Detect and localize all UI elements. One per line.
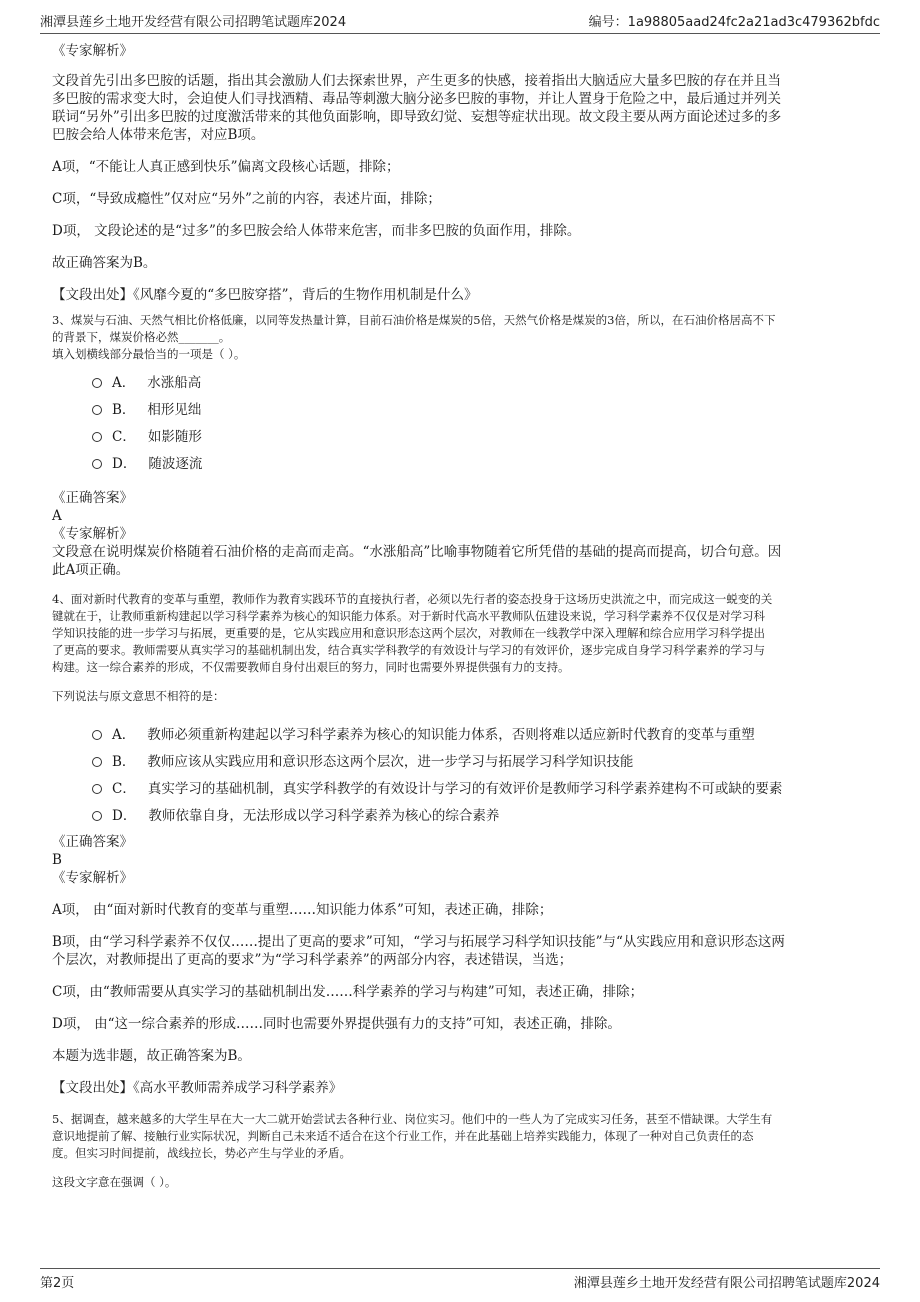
q3-analysis-line: 文段意在说明煤炭价格随着石油价格的走高而走高。“水涨船高”比喻事物随着它所凭借的基础的提高而提高，切合句意。因 <box>52 544 782 560</box>
radio-icon[interactable] <box>92 784 102 794</box>
q4-item-a: A项， 由“面对新时代教育的变革与重塑……知识能力体系”可知，表述正确，排除； <box>52 902 553 918</box>
radio-icon[interactable] <box>92 459 102 469</box>
q4-analysis-label: 《专家解析》 <box>52 870 133 886</box>
q2-analysis-line: 联词“另外”引出多巴胺的过度激活带来的其他负面影响，即导致幻觉、妄想等症状出现。故文段主要从两方面论述过多的多 <box>52 109 782 125</box>
q4-item-b-line: 个层次，对教师提出了更高的要求”为“学习科学素养”的两部分内容，表述错误，当选； <box>52 952 573 968</box>
option-key: D． <box>112 807 137 824</box>
q5-stem-line: 度。但实习时间提前，战线拉长，势必产生与学业的矛盾。 <box>52 1146 351 1160</box>
q4-item-b-line: B项，由“学习科学素养不仅仅……提出了更高的要求”可知，“学习与拓展学习科学知识技能”与“从实践应用和意识形态这两 <box>52 934 785 950</box>
q3-prompt: 填入划横线部分最恰当的一项是（ ）。 <box>52 347 246 361</box>
q4-options <box>52 719 868 827</box>
q3-analysis-label: 《专家解析》 <box>52 526 133 542</box>
q3-analysis-line: 此A项正确。 <box>52 562 130 578</box>
q4-stem-line: 4、面对新时代教育的变革与重塑，教师作为教育实践环节的直接执行者，必须以先行者的姿态投身于这场历史洪流之中，而完成这一蜕变的关 <box>52 592 773 606</box>
page-header <box>40 10 880 34</box>
footer-title: 湘潭县莲乡土地开发经营有限公司招聘笔试题库2024 <box>573 1276 880 1291</box>
q3-option-d[interactable] <box>52 448 868 475</box>
q4-answer: B <box>52 852 62 868</box>
header-code-value: 1a98805aad24fc2a21ad3c479362bfdc <box>627 15 880 30</box>
q3-stem-line: 的背景下，煤炭价格必然_______。 <box>52 330 231 344</box>
radio-icon[interactable] <box>92 811 102 821</box>
radio-icon[interactable] <box>92 405 102 415</box>
option-key: A． <box>112 726 136 743</box>
q4-stem-line: 构建。这一综合素养的形成，不仅需要教师自身付出艰巨的努力，同时也需要外界提供强有力的支持。 <box>52 660 570 674</box>
footer-page-number: 第2页 <box>40 1276 75 1291</box>
q2-analysis-line: 多巴胺的需求变大时，会迫使人们寻找酒精、毒品等刺激大脑分泌多巴胺的事物，并让人置身于危险之中，最后通过并列关 <box>52 91 781 107</box>
option-key: B． <box>112 401 136 418</box>
q5-stem <box>52 1111 868 1162</box>
option-key: B． <box>112 753 136 770</box>
q4-option-a[interactable] <box>52 719 868 746</box>
q4-answer-label: 《正确答案》 <box>52 834 133 850</box>
q2-item-c: C项，“导致成瘾性”仅对应“另外”之前的内容，表述片面，排除； <box>52 191 441 207</box>
option-text: 教师必须重新构建起以学习科学素养为核心的知识能力体系，否则将难以适应新时代教育的变革与重塑 <box>147 726 755 743</box>
option-key: C． <box>112 780 136 797</box>
q4-option-b[interactable] <box>52 746 868 773</box>
q4-source: 【文段出处】《高水平教师需养成学习科学素养》 <box>52 1080 343 1096</box>
q4-item-d: D项， 由“这一综合素养的形成……同时也需要外界提供强有力的支持”可知，表述正确，排除。 <box>52 1016 621 1032</box>
option-key: A． <box>112 374 136 391</box>
q4-stem-line: 了更高的要求。教师需要从真实学习的基础机制出发，结合真实学科教学的有效设计与学习的有效评价，逐步完成自身学习科学素养的学习与 <box>52 643 765 657</box>
option-text: 水涨船高 <box>147 374 202 391</box>
option-key: D． <box>112 455 137 472</box>
radio-icon[interactable] <box>92 378 102 388</box>
q5-stem-line: 5、据调查，越来越多的大学生早在大一大二就开始尝试去各种行业、岗位实习。他们中的一些人为了完成实习任务，甚至不惜缺课。大学生有 <box>52 1112 773 1126</box>
option-text: 相形见绌 <box>147 401 202 418</box>
option-text: 教师依靠自身，无法形成以学习科学素养为核心的综合素养 <box>148 807 500 824</box>
radio-icon[interactable] <box>92 730 102 740</box>
q2-analysis-line: 巴胺会给人体带来危害，对应B项。 <box>52 127 265 143</box>
page-footer <box>40 1268 880 1292</box>
q3-answer: A <box>52 508 62 524</box>
q3-answer-label: 《正确答案》 <box>52 490 133 506</box>
q3-option-c[interactable] <box>52 421 868 448</box>
page-content <box>52 42 868 1191</box>
q2-analysis-text <box>52 72 868 144</box>
q4-stem <box>52 591 868 676</box>
option-text: 如影随形 <box>147 428 202 445</box>
q4-option-c[interactable] <box>52 773 868 800</box>
q4-option-d[interactable] <box>52 800 868 827</box>
radio-icon[interactable] <box>92 757 102 767</box>
option-text: 真实学习的基础机制，真实学科教学的有效设计与学习的有效评价是教师学习科学素养建构不可或缺的要素 <box>147 780 783 797</box>
q5-prompt: 这段文字意在强调（ ）。 <box>52 1175 177 1189</box>
q3-option-a[interactable] <box>52 367 868 394</box>
q4-stem-line: 学知识技能的进一步学习与拓展，更重要的是，它从实践应用和意识形态这两个层次，对教师在一线教学中深入理解和综合应用学习科学提出 <box>52 626 765 640</box>
q2-item-d: D项， 文段论述的是“过多”的多巴胺会给人体带来危害，而非多巴胺的负面作用，排除。 <box>52 223 581 239</box>
option-text: 随波逐流 <box>148 455 203 472</box>
q2-analysis-label: 《专家解析》 <box>52 43 133 59</box>
q3-options <box>52 367 868 475</box>
q3-stem-line: 3、煤炭与石油、天然气相比价格低廉，以同等发热量计算，目前石油价格是煤炭的5倍，天然气价格是煤炭的3倍，所以，在石油价格居高不下 <box>52 313 776 327</box>
header-code-label: 编号： <box>588 15 628 30</box>
q4-conclusion: 本题为选非题，故正确答案为B。 <box>52 1048 251 1064</box>
header-code <box>589 11 880 30</box>
q2-conclusion: 故正确答案为B。 <box>52 255 157 271</box>
q4-stem-line: 键就在于，让教师重新构建起以学习科学素养为核心的知识能力体系。对于新时代高水平教师队伍建设来说，学习科学素养不仅仅是对学习科 <box>52 609 765 623</box>
q2-source: 【文段出处】《风靡今夏的“多巴胺穿搭”，背后的生物作用机制是什么》 <box>52 287 478 303</box>
q3-option-b[interactable] <box>52 394 868 421</box>
option-key: C． <box>112 428 136 445</box>
header-title: 湘潭县莲乡土地开发经营有限公司招聘笔试题库2024 <box>40 15 347 30</box>
q4-item-c: C项，由“教师需要从真实学习的基础机制出发……科学素养的学习与构建”可知，表述正确，排除； <box>52 984 644 1000</box>
q2-item-a: A项，“不能让人真正感到快乐”偏离文段核心话题，排除； <box>52 159 400 175</box>
q5-stem-line: 意识地提前了解、接触行业实际状况，判断自己未来适不适合在这个行业工作，并在此基础上培养实践能力，体现了一种对自己负责任的态 <box>52 1129 754 1143</box>
option-text: 教师应该从实践应用和意识形态这两个层次，进一步学习与拓展学习科学知识技能 <box>147 753 634 770</box>
q4-prompt: 下列说法与原文意思不相符的是： <box>52 689 225 703</box>
q2-analysis-line: 文段首先引出多巴胺的话题，指出其会激励人们去探索世界，产生更多的快感，接着指出大脑适应大量多巴胺的存在并且当 <box>52 73 781 89</box>
radio-icon[interactable] <box>92 432 102 442</box>
